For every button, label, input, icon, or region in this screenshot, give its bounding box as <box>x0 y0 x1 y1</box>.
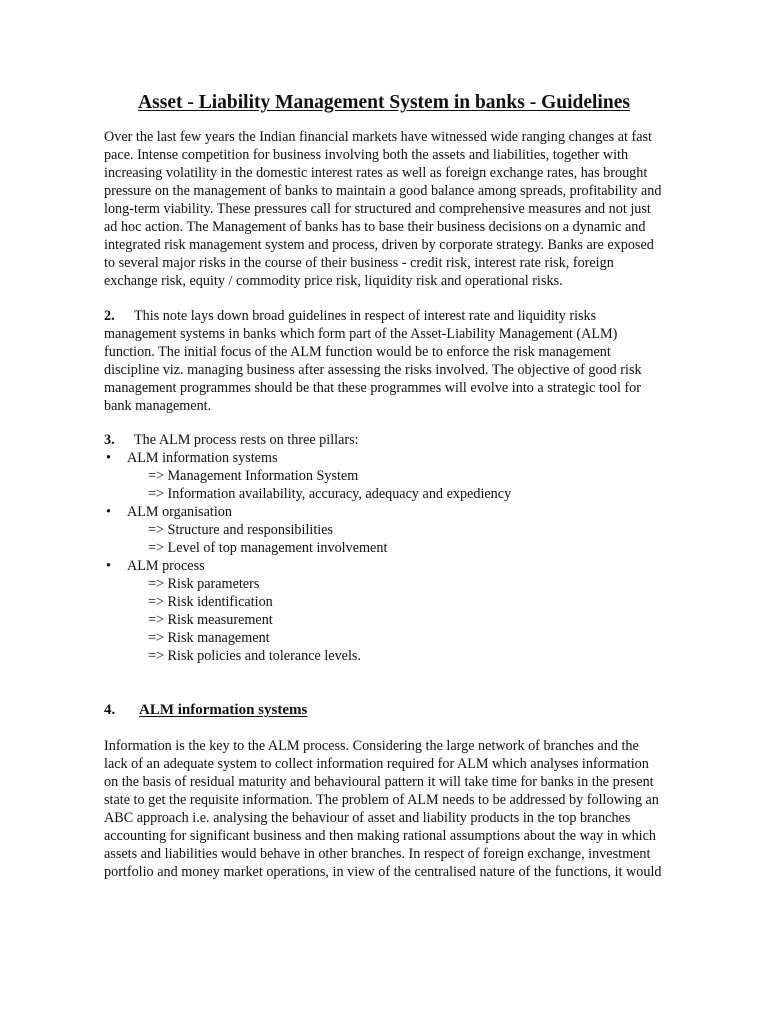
paragraph-intro <box>104 128 684 290</box>
text-line: assets and liabilities would behave in other branches. In respect of foreign exchange, investment <box>104 846 651 862</box>
text-line: discipline viz. managing business after assessing the risks involved. The objective of good risk <box>104 362 642 378</box>
bullet-icon: • <box>106 504 111 520</box>
bullet-icon: • <box>106 450 111 466</box>
text-line: state to get the requisite information. The problem of ALM needs to be addressed by following an <box>104 792 659 808</box>
text-line: function. The initial focus of the ALM function would be to enforce the risk management <box>104 344 611 360</box>
bullet-label-line <box>104 503 511 521</box>
bullet-label-line <box>104 557 511 575</box>
section-title: ALM information systems <box>139 702 308 718</box>
bullet-label: ALM information systems <box>127 450 278 466</box>
text-line: integrated risk management system and process, driven by corporate strategy. Banks are exposed <box>104 237 654 253</box>
text-line: bank management. <box>104 398 212 414</box>
section-number: 4. <box>104 702 116 718</box>
sub-item: => Risk policies and tolerance levels. <box>148 648 361 664</box>
text-line: management systems in banks which form part of the Asset-Liability Management (ALM) <box>104 326 618 342</box>
sub-item: => Risk measurement <box>148 612 273 628</box>
bullet-item <box>104 503 511 557</box>
text-line <box>104 431 511 449</box>
text-line: exchange risk, equity / commodity price risk, liquidity risk and operational risks. <box>104 273 563 289</box>
bullet-label-line <box>104 449 511 467</box>
text-line: pace. Intense competition for business involving both the assets and liabilities, together with <box>104 147 629 163</box>
text-line: Information is the key to the ALM process. Considering the large network of branches and the <box>104 738 639 754</box>
sub-item: => Information availability, accuracy, adequacy and expediency <box>148 486 512 502</box>
section-heading <box>104 700 307 720</box>
bullet-item <box>104 449 511 503</box>
sub-item: => Risk management <box>148 630 270 646</box>
text-line: on the basis of residual maturity and behavioural pattern it will take time for banks in the present <box>104 774 654 790</box>
text-run: This note lays down broad guidelines in respect of interest rate and liquidity risks <box>134 308 597 324</box>
sub-item: => Level of top management involvement <box>148 540 388 556</box>
document-title: Asset - Liability Management System in banks - Guidelines <box>138 92 630 113</box>
bullet-label: ALM process <box>127 558 205 574</box>
bullet-icon: • <box>106 558 111 574</box>
sub-item: => Risk parameters <box>148 576 260 592</box>
text-line: ad hoc action. The Management of banks has to base their business decisions on a dynamic and <box>104 219 646 235</box>
paragraph-number: 2. <box>104 308 115 324</box>
text-line: Over the last few years the Indian financial markets have witnessed wide ranging changes at fast <box>104 129 652 145</box>
text-line: increasing volatility in the domestic interest rates as well as foreign exchange rates, has brought <box>104 165 648 181</box>
bullet-label: ALM organisation <box>127 504 232 520</box>
paragraph-2 <box>104 307 684 415</box>
text-line: accounting for significant business and then making rational assumptions about the way in which <box>104 828 657 844</box>
paragraph-number: 3. <box>104 432 115 448</box>
text-line: lack of an adequate system to collect information required for ALM which analyses information <box>104 756 649 772</box>
sub-item: => Management Information System <box>148 468 359 484</box>
text-line: to several major risks in the course of their business - credit risk, interest rate risk, foreign <box>104 255 614 271</box>
text-line: portfolio and money market operations, in view of the centralised nature of the functions, it would <box>104 864 662 880</box>
sub-item: => Structure and responsibilities <box>148 522 334 538</box>
paragraph-3 <box>104 431 511 665</box>
text-line: pressure on the management of banks to maintain a good balance among spreads, profitability and <box>104 183 662 199</box>
text-line: management programmes should be that these programmes will evolve into a strategic tool for <box>104 380 642 396</box>
text-line: ABC approach i.e. analysing the behaviour of asset and liability products in the top branches <box>104 810 631 826</box>
sub-item: => Risk identification <box>148 594 273 610</box>
text-run: The ALM process rests on three pillars: <box>134 432 359 448</box>
paragraph-4 <box>104 737 684 881</box>
bullet-item <box>104 557 511 665</box>
text-line: long-term viability. These pressures call for structured and comprehensive measures and not just <box>104 201 651 217</box>
text-line <box>104 307 684 325</box>
